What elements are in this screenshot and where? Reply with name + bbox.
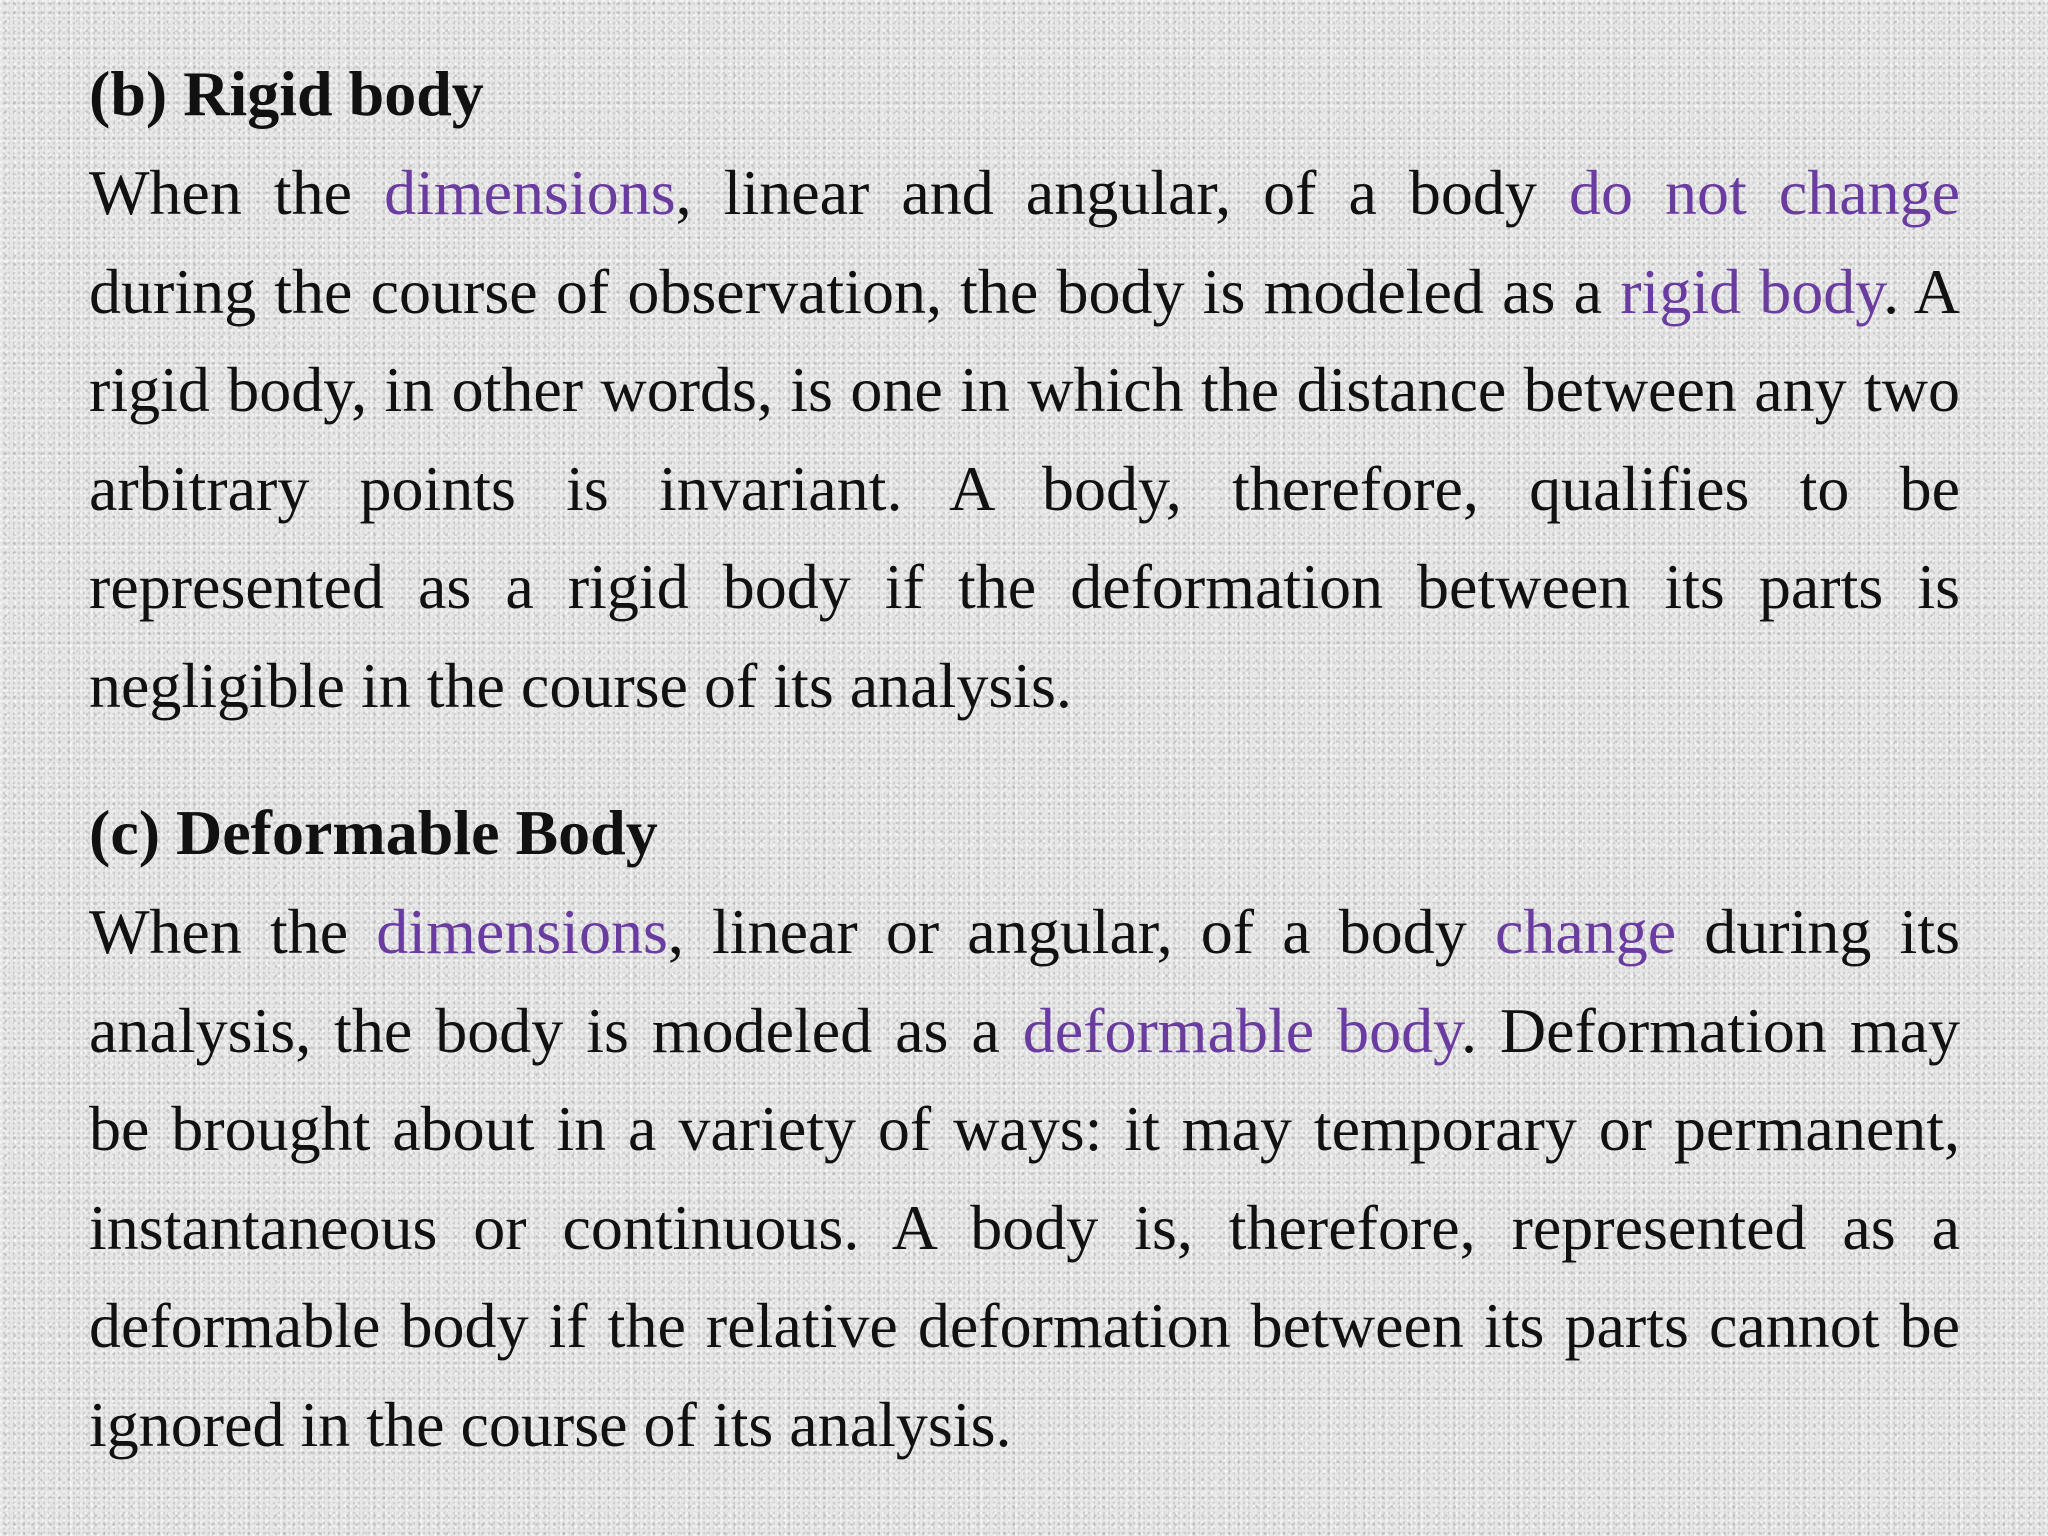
highlight-term: change <box>1494 896 1677 967</box>
highlight-term: deformable body <box>1022 994 1461 1066</box>
text-run: When the <box>89 157 385 228</box>
highlight-term: dimensions <box>384 157 676 228</box>
text-run: , linear and angular, of a body <box>675 157 1569 228</box>
text-run: , linear or angular, of a body <box>667 896 1495 967</box>
highlight-term: dimensions <box>376 896 668 967</box>
text-run: during the course of observation, the body is modeled as a <box>89 255 1621 327</box>
paragraph-deformable-body <box>89 883 1960 1474</box>
text-run: . A rigid body, in other words, is one in which the distance between any two arbitrary points is invariant. A body, therefore, qualifies to be represented as a rigid body if the deformation between its parts is negligible in the course of its analysis. <box>89 255 1961 721</box>
highlight-term: do not change <box>1568 157 1961 228</box>
paragraph-rigid-body <box>89 144 1960 735</box>
section-rigid-body <box>89 48 1960 735</box>
text-run: during its analysis, the body is modeled as a <box>89 896 1961 1066</box>
text-run: When the <box>89 896 377 967</box>
heading-rigid-body: (b) Rigid body <box>89 58 484 129</box>
text-run: . Deformation may be brought about in a variety of ways: it may temporary or permanent, instantaneous or continuous. A body is, therefore, represented as a deformable body if the relative deformation between its parts cannot be ignored in the course of its analysis. <box>89 994 1961 1460</box>
section-deformable-body <box>89 787 1960 1474</box>
slide-content <box>89 48 1960 1474</box>
heading-deformable-body: (c) Deformable Body <box>89 797 658 868</box>
highlight-term: rigid body <box>1620 255 1884 327</box>
